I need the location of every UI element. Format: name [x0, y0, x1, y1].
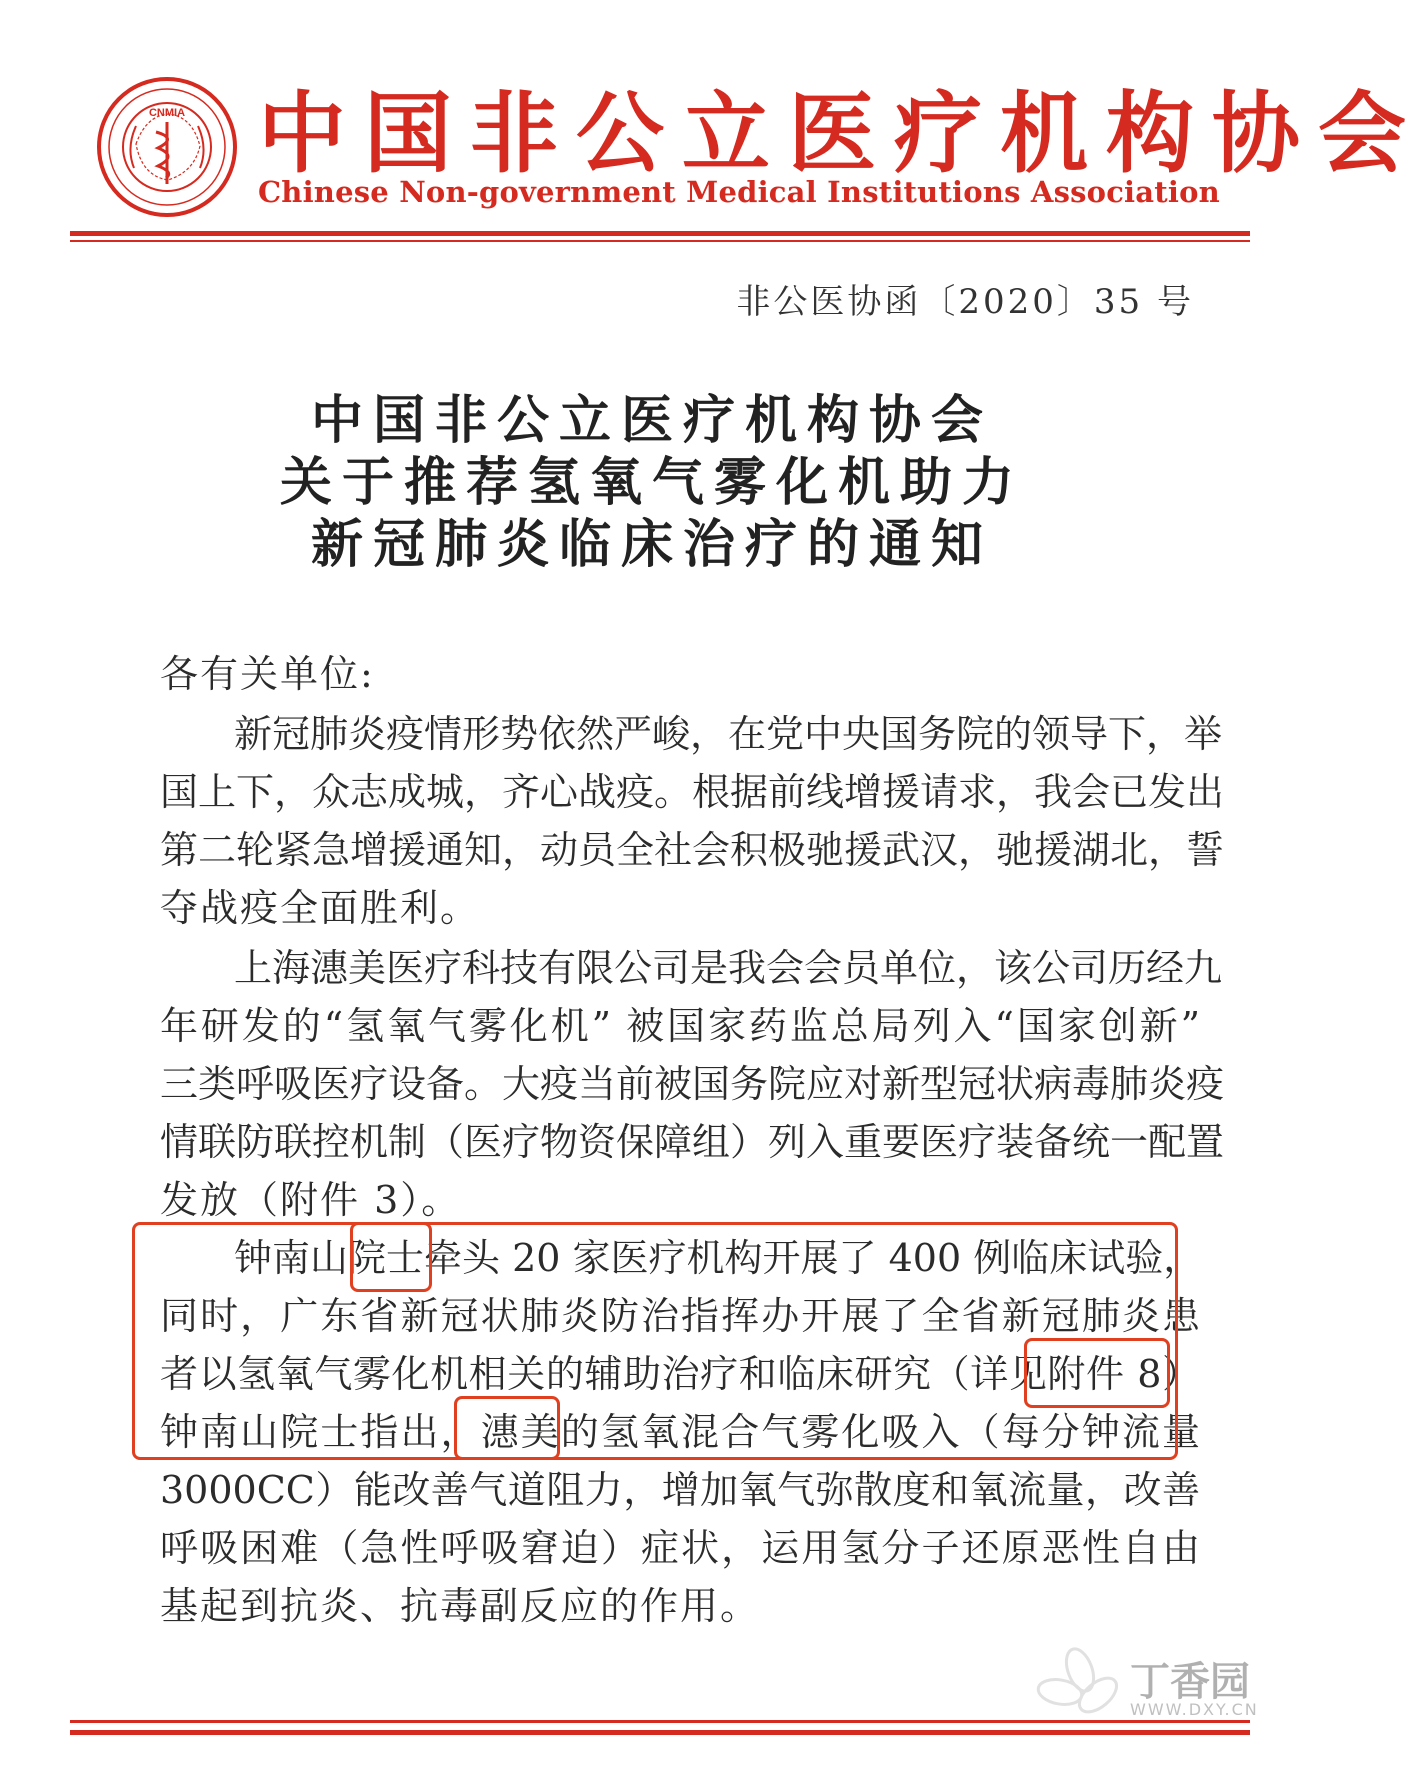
title-line-3: 新冠肺炎临床治疗的通知: [310, 515, 993, 575]
paragraph-3-line: 3000CC）能改善气道阻力，增加氧气弥散度和氧流量，改善: [160, 1468, 1200, 1512]
title-line-2: 关于推荐氢氧气雾化机助力: [279, 453, 1024, 513]
paragraph-3-line: 基起到抗炎、抗毒副反应的作用。: [160, 1584, 761, 1628]
salutation: 各有关单位:: [160, 652, 375, 696]
paragraph-3-line: 同时，广东省新冠状肺炎防治指挥办开展了全省新冠肺炎患: [160, 1294, 1200, 1338]
association-seal-logo: [96, 76, 238, 218]
paragraph-1-line: 第二轮紧急增援通知，动员全社会积极驰援武汉，驰援湖北，誓: [160, 828, 1225, 872]
highlight-box-attachment: [1024, 1338, 1170, 1408]
paragraph-2-line: 情联防联控机制（医疗物资保障组）列入重要医疗装备统一配置: [160, 1120, 1225, 1164]
document-number: 非公医协函〔2020〕35 号: [736, 282, 1194, 322]
paragraph-2-line: 年研发的“氢氧气雾化机” 被国家药监总局列入“国家创新”: [160, 1004, 1200, 1048]
paragraph-3-line: 呼吸困难（急性呼吸窘迫）症状，运用氢分子还原恶性自由: [160, 1526, 1200, 1570]
paragraph-1-line: 国上下，众志成城，齐心战疫。根据前线增援请求，我会已发出: [160, 770, 1225, 814]
paragraph-1-line: 新冠肺炎疫情形势依然严峻，在党中央国务院的领导下，举: [234, 712, 1223, 756]
paragraph-2-line: 发放（附件 3）。: [160, 1178, 462, 1222]
footer-rule-thick: [70, 1730, 1250, 1735]
paragraph-2-line: 上海潓美医疗科技有限公司是我会会员单位，该公司历经九: [234, 946, 1223, 990]
org-name-english: Chinese Non-government Medical Institutions Association: [258, 175, 1220, 209]
highlight-box-company: [454, 1396, 560, 1460]
paragraph-3-line: 者以氢氧气雾化机相关的辅助治疗和临床研究（详见附件 8）: [160, 1352, 1200, 1396]
header-rule-thin: [70, 240, 1250, 242]
paragraph-1-line: 夺战疫全面胜利。: [160, 886, 481, 930]
highlight-box-paragraph: [132, 1222, 1178, 1460]
seal-text: CNMIA: [148, 107, 186, 119]
paragraph-3-line: 钟南山院士牵头 20 家医疗机构开展了 400 例临床试验，: [234, 1236, 1202, 1280]
highlight-box-academician: [350, 1222, 432, 1292]
watermark-brand: 丁香园: [1130, 1659, 1250, 1705]
paragraph-3-line: 钟南山院士指出，潓美的氢氧混合气雾化吸入（每分钟流量: [160, 1410, 1200, 1454]
header-rule-thick: [70, 231, 1250, 236]
org-name-chinese: 中国非公立医疗机构协会: [258, 81, 1424, 185]
title-line-1: 中国非公立医疗机构协会: [310, 391, 993, 451]
paragraph-2-line: 三类呼吸医疗设备。大疫当前被国务院应对新型冠状病毒肺炎疫: [160, 1062, 1225, 1106]
watermark-url: WWW.DXY.CN: [1130, 1700, 1259, 1719]
